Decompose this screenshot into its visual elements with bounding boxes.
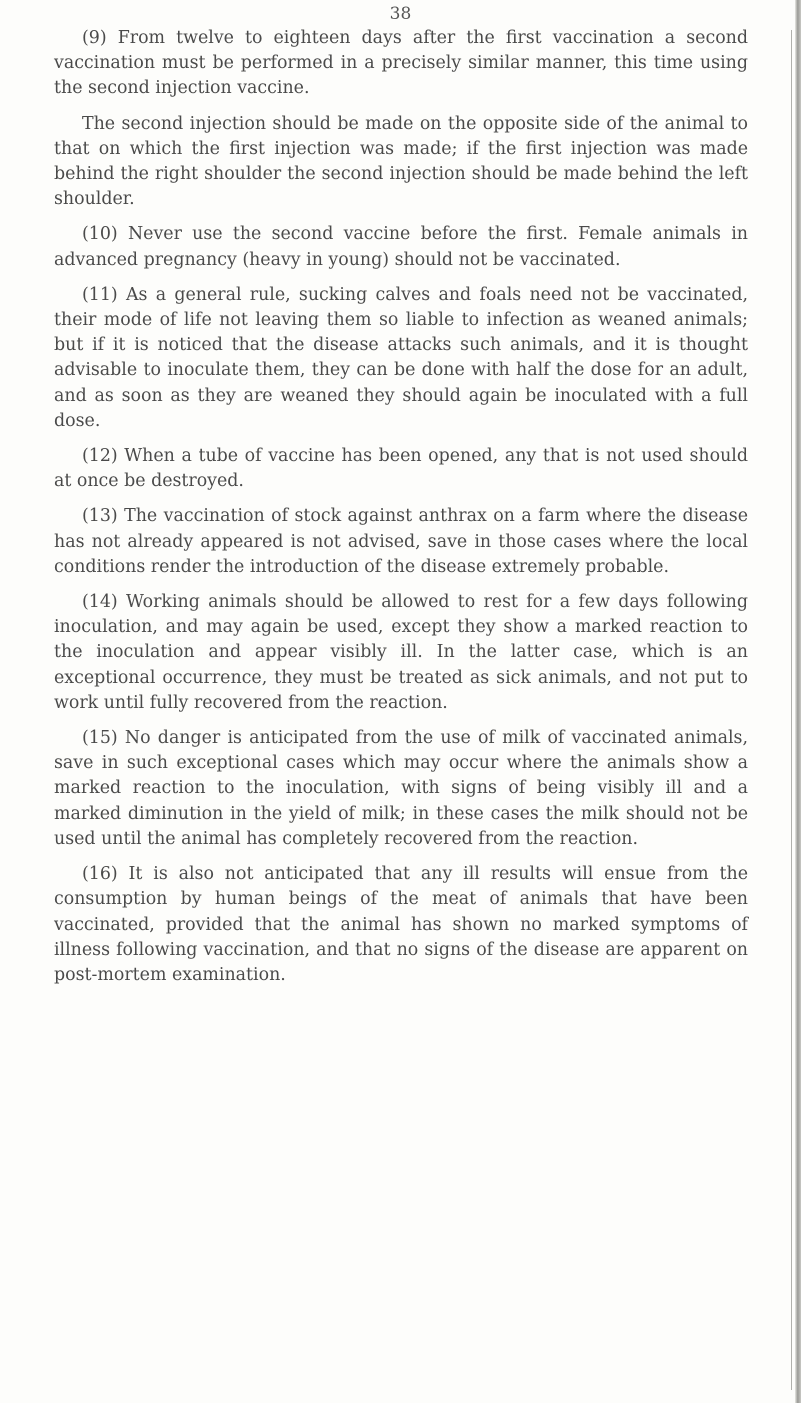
paragraph-12: (12) When a tube of vaccine has been opened, any that is not used should at once be destroyed.: [54, 446, 748, 492]
body-text: [54, 26, 748, 988]
paragraph-second-injection: The second injection should be made on the opposite side of the animal to that on which the first injection was made; if the first injection was made behind the right shoulder the second injection should be made behind the left shoulder.: [54, 113, 748, 210]
page-binding-edge: [795, 0, 801, 1403]
paragraph-14: (14) Working animals should be allowed to rest for a few days following inoculation, and may again be used, except they show a marked reaction to the inoculation and appear visibly ill. In the latter case, which is an exceptional occurrence, they must be treated as sick animals, and not put to work until fully recovered from the reaction.: [54, 592, 748, 713]
paragraph-13: (13) The vaccination of stock against anthrax on a farm where the disease has not already appeared is not advised, save in those cases where the local conditions render the introduction of the disease extremely probable.: [54, 506, 748, 577]
page-number: 38: [389, 4, 412, 24]
paragraph-15: (15) No danger is anticipated from the use of milk of vaccinated animals, save in such exceptional cases which may occur where the animals show a marked reaction to the inoculation, with signs of being visibly ill and a marked diminution in the yield of milk; in these cases the milk should not be used until the animal has completely recovered from the reaction.: [54, 728, 748, 849]
paragraph-9: (9) From twelve to eighteen days after the first vaccination a second vaccination must be performed in a precisely similar manner, this time using the second injection vaccine.: [54, 28, 748, 99]
paragraph-16: (16) It is also not anticipated that any ill results will ensue from the consumption by human beings of the meat of animals that have been vaccinated, provided that the animal has shown no marked symptoms of illness following vaccination, and that no signs of the disease are apparent on post-mortem examination.: [54, 864, 748, 985]
page-edge-shadow: [791, 30, 792, 1390]
paragraph-11: (11) As a general rule, sucking calves and foals need not be vaccinated, their mode of life not leaving them so liable to infection as weaned animals; but if it is noticed that the disease attacks such animals, and it is thought advisable to inoculate them, they can be done with half the dose for an adult, and as soon as they are weaned they should again be inoculated with a full dose.: [54, 284, 748, 431]
paragraph-10: (10) Never use the second vaccine before the first. Female animals in advanced pregnancy (heavy in young) should not be vaccinated.: [54, 224, 748, 270]
